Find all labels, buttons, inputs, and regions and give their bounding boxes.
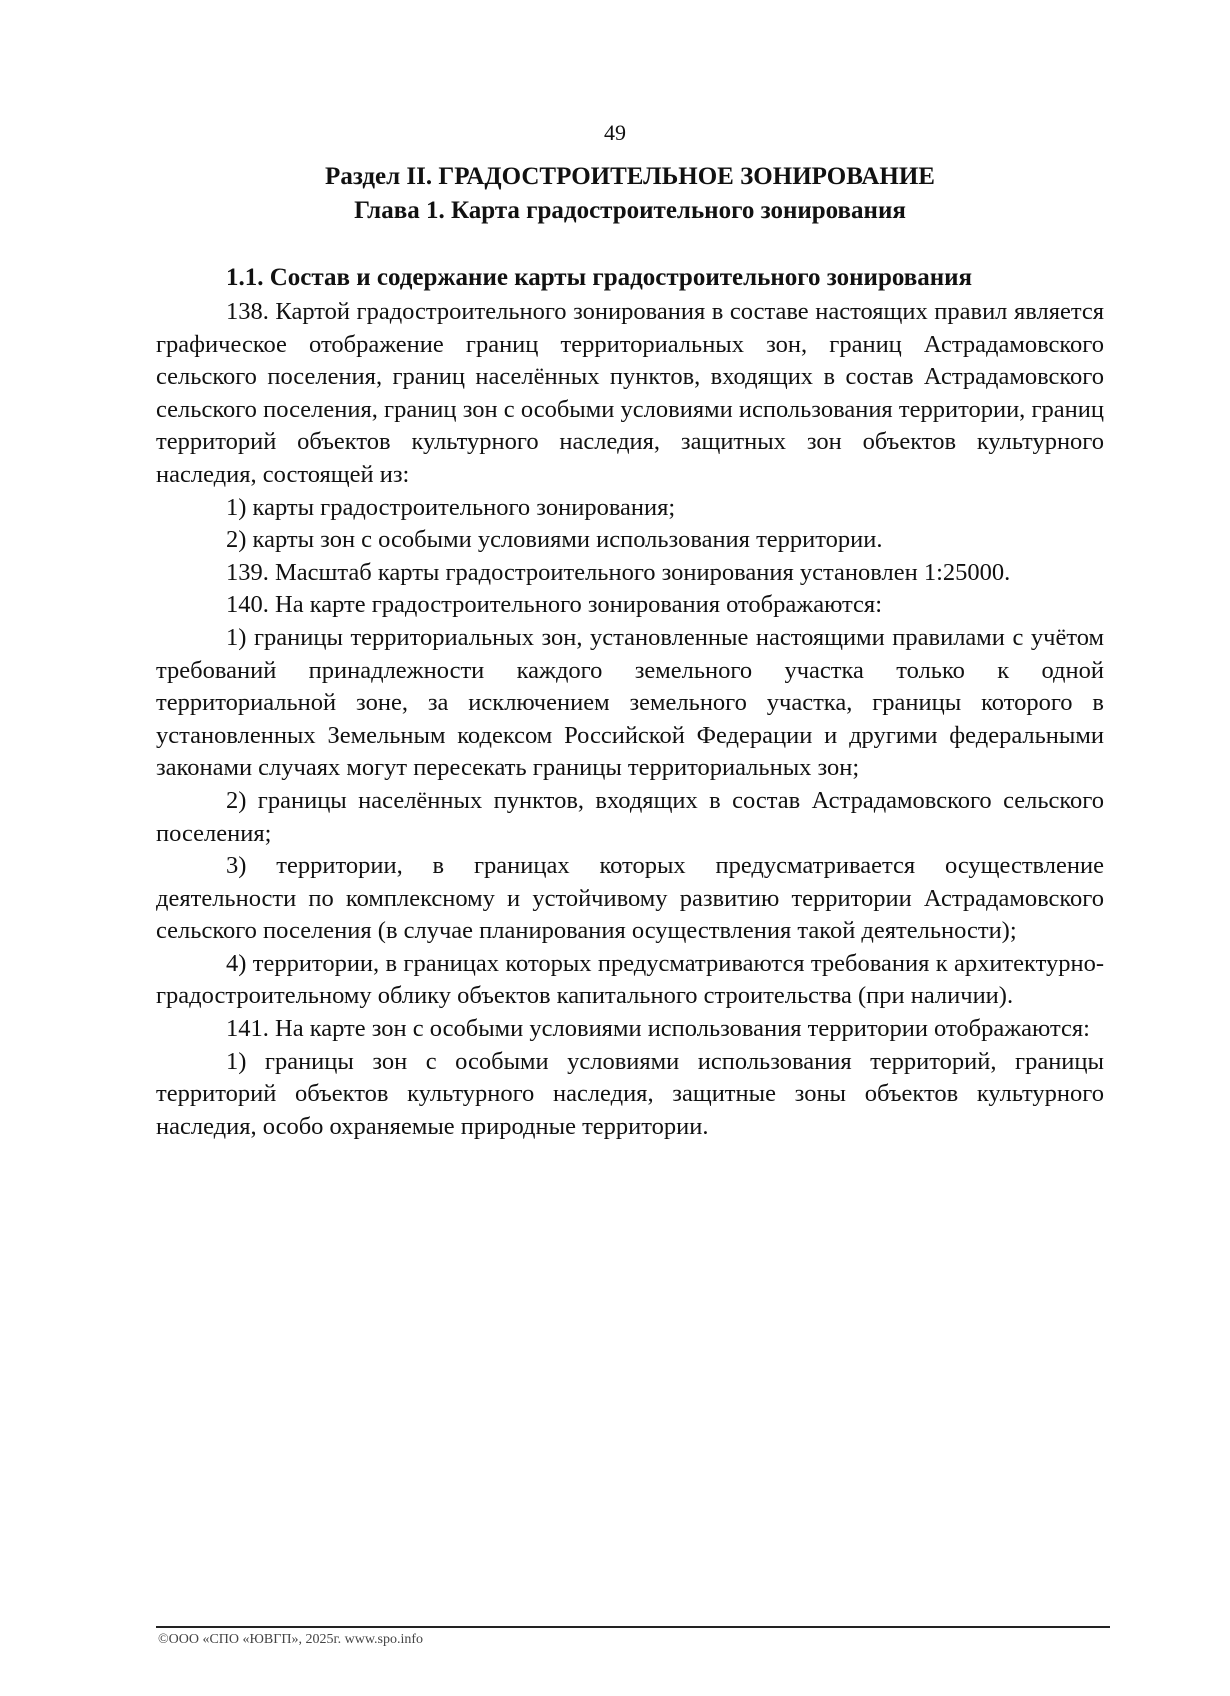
list-item: 1) границы зон с особыми условиями использования территорий, границы территорий объектов культурного наследия, защитные зоны объектов культурного наследия, особо охраняемые природные территории.	[156, 1047, 1104, 1140]
paragraph-139: 139. Масштаб карты градостроительного зонирования установлен 1:25000.	[226, 558, 1011, 586]
paragraph-140: 140. На карте градостроительного зонирования отображаются:	[226, 591, 883, 619]
page-number: 49	[604, 120, 626, 145]
chapter-title: Глава 1. Карта градостроительного зонирования	[354, 197, 906, 224]
paragraph-138: 138. Картой градостроительного зонирования в составе настоящих правил является графическое отображение границ территориальных зон, границ Астрадамовского сельского поселения, границ населённых пунктов, входящих в состав Астрадамовского сельского поселения, границ зон с особыми условиями использования территории, границ территорий объектов культурного наследия, защитных зон объектов культурного наследия, состоящей из:	[156, 298, 1104, 488]
paragraph-141: 141. На карте зон с особыми условиями использования территории отображаются:	[226, 1015, 1090, 1043]
list-item: 1) карты градостроительного зонирования;	[226, 493, 676, 521]
list-item: 2) карты зон с особыми условиями использования территории.	[226, 526, 883, 554]
list-item: 2) границы населённых пунктов, входящих в состав Астрадамовского сельского поселения;	[156, 786, 1104, 847]
footer-divider	[156, 1626, 1110, 1628]
title-block	[150, 160, 1110, 228]
list-item: 1) границы территориальных зон, установленные настоящими правилами с учётом требований принадлежности каждого земельного участка только к одной территориальной зоне, за исключением земельного участка, границы которого в установленных Земельным кодексом Российской Федерации и другими федеральными законами случаях могут пересекать границы территориальных зон;	[156, 623, 1104, 782]
list-item: 4) территории, в границах которых предусматриваются требования к архитектурно-градостроительному облику объектов капитального строительства (при наличии).	[156, 949, 1104, 1010]
body-text	[156, 296, 1104, 1143]
footer-text: ©ООО «СПО «ЮВГП», 2025г. www.spo.info	[158, 1632, 424, 1647]
subsection-title: 1.1. Состав и содержание карты градостроительного зонирования	[226, 264, 973, 291]
list-item: 3) территории, в границах которых предусматривается осуществление деятельности по комплексному и устойчивому развитию территории Астрадамовского сельского поселения (в случае планирования осуществления такой деятельности);	[156, 852, 1104, 945]
section-title: Раздел II. ГРАДОСТРОИТЕЛЬНОЕ ЗОНИРОВАНИЕ	[325, 163, 935, 190]
